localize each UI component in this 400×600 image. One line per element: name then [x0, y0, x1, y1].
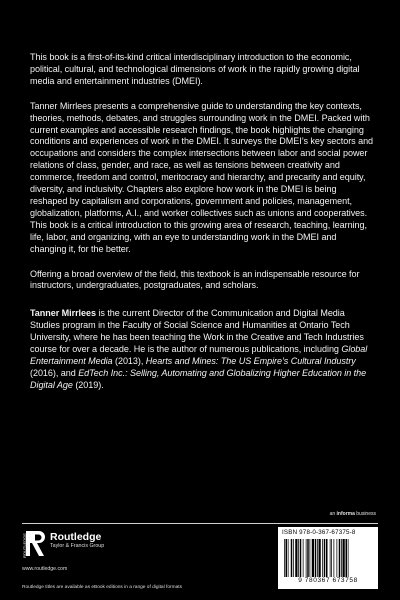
- isbn-label: ISBN 978-0-367-67375-8: [282, 529, 356, 536]
- barcode-bar: [298, 539, 299, 577]
- barcode-bar: [334, 539, 335, 577]
- barcode-bar: [343, 539, 345, 577]
- barcode-bar: [295, 539, 297, 577]
- barcode-bar: [291, 539, 293, 577]
- publisher-name: Routledge: [50, 531, 102, 543]
- author-bio-text-2: (2013),: [112, 355, 146, 366]
- informa-brand: informa: [336, 511, 355, 517]
- description-paragraph: Tanner Mirrlees presents a comprehensive guide to understanding the key contexts, theories, methods, debates, and struggles surrounding work in the DMEI. Packed with current examples and accessible research findings, the book highlights the changing conditions and experiences of work in the DMEI. It surveys the DMEI’s key sectors and occupations and considers the complex intersections between labor and social power relations of class, gender, and race, as well as tensions between creativity and commerce, freedom and control, meritocracy and hierarchy, and precarity and equity, diversity, and inclusivity. Chapters also explore how work in the DMEI is being reshaped by capitalism and corporations, government and policies, management, globalization, platforms, A.I., and worker collectives such as unions and cooperatives. This book is a critical introduction to this growing area of research, teaching, learning, life, labor, and organizing, with an eye to understanding work in the DMEI and changing it, for the better.: [30, 100, 374, 254]
- barcode-bar: [319, 539, 321, 577]
- barcode-bar: [306, 539, 307, 577]
- publisher-subtitle: Taylor & Francis Group: [50, 543, 105, 549]
- barcode-bar: [331, 539, 332, 577]
- barcode-bar: [348, 539, 349, 577]
- barcode-bar: [322, 539, 323, 577]
- barcode-bar: [300, 539, 302, 577]
- barcode-bar: [293, 539, 294, 577]
- barcode-bar: [317, 539, 318, 577]
- barcode-bar: [339, 539, 341, 577]
- divider-line: [22, 523, 378, 524]
- intro-paragraph: This book is a first-of-its-kind critical interdisciplinary introduction to the economic, political, cultural, and technological dimensions of work in the rapidly growing digital media and entertainment industries (DMEI).: [30, 52, 360, 86]
- barcode-bars: [282, 539, 374, 577]
- ebook-note: Routledge titles are available as eBook editions in a range of digital formats: [22, 585, 182, 590]
- book-title-1: Global Entertainment Media: [30, 344, 368, 366]
- routledge-logo: [22, 528, 122, 564]
- author-bio: [30, 308, 375, 391]
- book-title-2: Hearts and Mines: The US Empire’s Cultural Industry: [145, 355, 356, 366]
- barcode-bar: [346, 539, 348, 577]
- barcode-bar: [303, 539, 304, 577]
- barcode-digits: 9 780367 673758: [298, 577, 358, 584]
- barcode-bar: [284, 539, 285, 577]
- isbn-barcode: [278, 527, 378, 589]
- barcode-bar: [341, 539, 342, 577]
- publisher-url[interactable]: www.routledge.com: [22, 566, 68, 572]
- barcode-bar: [310, 539, 311, 577]
- barcode-bar: [326, 539, 328, 577]
- barcode-bar: [288, 539, 289, 577]
- audience-paragraph: Offering a broad overview of the field, this textbook is an indispensable resource for instructors, undergraduates, postgraduates, and scholars.: [30, 268, 360, 291]
- barcode-bar: [337, 539, 338, 577]
- book-title-3: EdTech Inc.: Selling, Automating and Globalizing Higher Education in the Digital Age: [30, 367, 367, 390]
- author-bio-text-3: (2016), and: [30, 367, 79, 378]
- barcode-bar: [286, 539, 288, 577]
- barcode-bar: [312, 539, 314, 577]
- routledge-r-icon: [22, 528, 48, 560]
- blurb-text: [30, 52, 375, 404]
- author-name: Tanner Mirrlees: [30, 308, 96, 319]
- barcode-bar: [330, 539, 331, 577]
- barcode-bar: [324, 539, 326, 577]
- author-bio-text-4: (2019).: [72, 379, 104, 390]
- barcode-bar: [307, 539, 309, 577]
- barcode-bar: [315, 539, 317, 577]
- logo-side-text: ROUTLEDGE: [22, 533, 27, 558]
- author-bio-text-1: is the current Director of the Communication and Digital Media Studies program in the Faculty of Social Science and Humanities at Ontario Tech University, where he has been teaching the Work in the Creative and Tech Industries course for over a decade. He is the author of numerous publications, including: [30, 308, 364, 355]
- informa-business-tag: an informa business: [329, 511, 376, 517]
